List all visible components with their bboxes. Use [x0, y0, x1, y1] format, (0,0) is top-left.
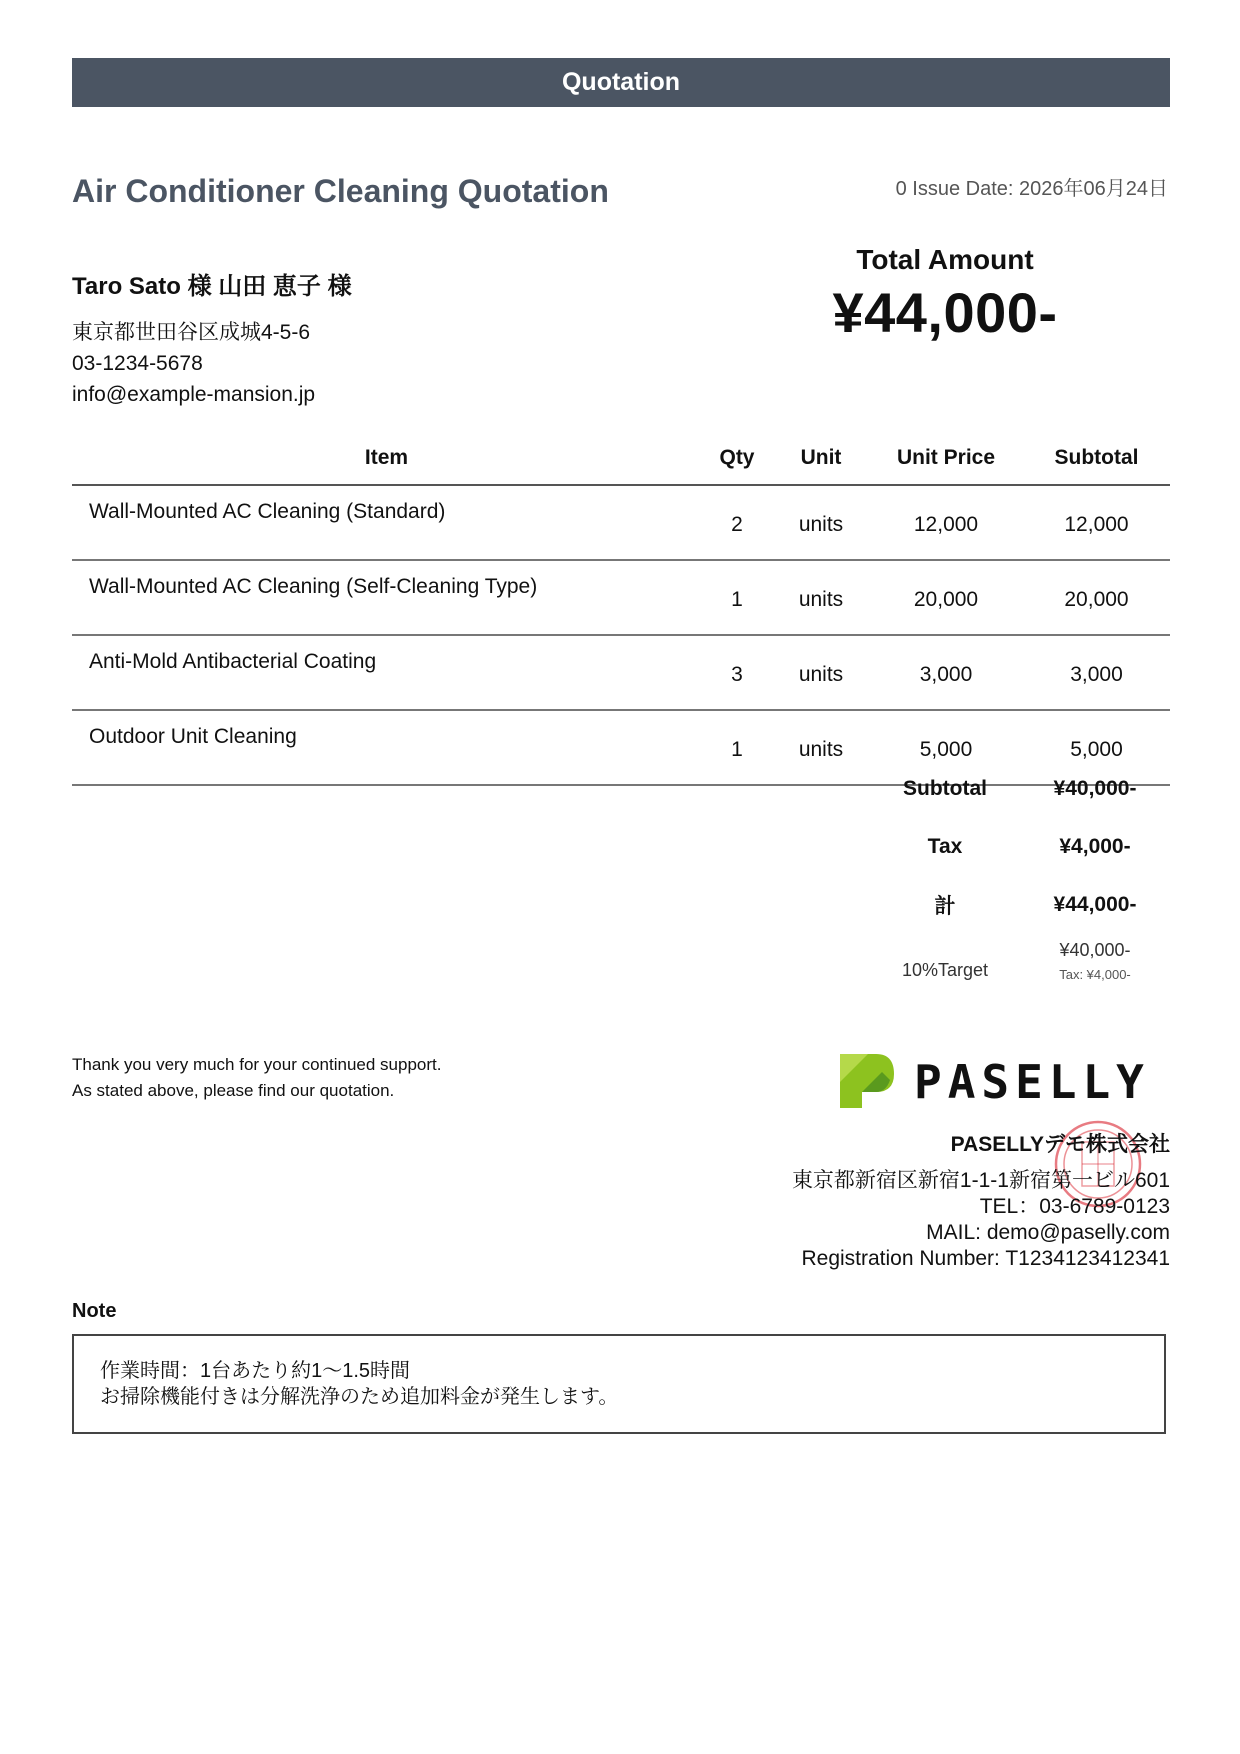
thanks-line-2: As stated above, please find our quotation. [72, 1081, 395, 1100]
total-amount-label: Total Amount [856, 244, 1034, 275]
row-unit: units [773, 635, 869, 710]
summary-tax-row [870, 818, 1170, 876]
tax-target-label: 10%Target [901, 960, 989, 980]
document-header-banner [72, 58, 1170, 107]
tax-target-tax: Tax: ¥4,000- [1059, 967, 1131, 982]
customer-block [72, 266, 352, 410]
company-info [792, 1128, 1170, 1272]
row-item: Wall-Mounted AC Cleaning (Self-Cleaning Type) [72, 560, 701, 635]
row-item: Outdoor Unit Cleaning [72, 710, 701, 785]
thanks-line-1: Thank you very much for your continued support. [72, 1055, 442, 1074]
company-logo [838, 1050, 1170, 1112]
document-title: Air Conditioner Cleaning Quotation [72, 173, 609, 209]
summary-total-value: ¥44,000- [1053, 893, 1137, 916]
row-unit-price: 12,000 [869, 485, 1023, 560]
note-line-1: 作業時間：1台あたり約1〜1.5時間 [100, 1360, 411, 1382]
summary-tax-label: Tax [927, 835, 963, 858]
row-qty: 3 [701, 635, 773, 710]
row-subtotal: 20,000 [1023, 560, 1170, 635]
row-unit-price: 5,000 [869, 710, 1023, 785]
row-subtotal: 5,000 [1023, 710, 1170, 785]
row-subtotal: 12,000 [1023, 485, 1170, 560]
company-mail: MAIL: demo@paselly.com [926, 1221, 1170, 1244]
row-qty: 1 [701, 710, 773, 785]
row-qty: 2 [701, 485, 773, 560]
line-items-table [72, 432, 1170, 786]
logo-wordmark: PASELLY [914, 1055, 1150, 1109]
issue-date: 0 Issue Date: 2026年06月24日 [895, 178, 1168, 200]
company-name: PASELLYデモ株式会社 [950, 1133, 1170, 1156]
table-header-row [72, 432, 1170, 485]
row-unit: units [773, 710, 869, 785]
note-label: Note [72, 1300, 117, 1322]
summary-subtotal-label: Subtotal [903, 777, 987, 800]
header-subtotal: Subtotal [1023, 432, 1170, 485]
total-amount-value: ¥44,000- [832, 281, 1058, 344]
totals-summary [870, 760, 1170, 982]
company-address: 東京都新宿区新宿1-1-1新宿第一ビル601 [791, 1169, 1170, 1192]
banner-title: Quotation [561, 68, 681, 96]
customer-address: 東京都世田谷区成城4-5-6 [72, 321, 311, 344]
header-qty: Qty [701, 432, 773, 485]
summary-subtotal-value: ¥40,000- [1053, 777, 1137, 800]
row-item: Anti-Mold Antibacterial Coating [72, 635, 701, 710]
thanks-message [72, 1052, 441, 1104]
header-unit-price: Unit Price [869, 432, 1023, 485]
customer-name: Taro Sato 様 山田 恵子 様 [72, 273, 352, 300]
row-item: Wall-Mounted AC Cleaning (Standard) [72, 485, 701, 560]
table-row [72, 560, 1170, 635]
table-row [72, 635, 1170, 710]
company-tel: TEL：03-6789-0123 [979, 1195, 1170, 1218]
note-box [72, 1334, 1166, 1434]
customer-phone: 03-1234-5678 [72, 352, 203, 375]
note-line-2: お掃除機能付きは分解洗浄のため追加料金が発生します。 [100, 1386, 619, 1408]
row-qty: 1 [701, 560, 773, 635]
tax-target-amount: ¥40,000- [1059, 940, 1131, 960]
summary-total-row [870, 876, 1170, 934]
header-unit: Unit [773, 432, 869, 485]
summary-subtotal-row [870, 760, 1170, 818]
table-row [72, 485, 1170, 560]
row-unit: units [773, 560, 869, 635]
total-amount-box [780, 244, 1110, 345]
header-item: Item [72, 432, 701, 485]
customer-email: info@example-mansion.jp [72, 383, 316, 406]
row-subtotal: 3,000 [1023, 635, 1170, 710]
tax-target-values [1020, 940, 1170, 982]
tax-breakdown-row [870, 940, 1170, 982]
company-registration: Registration Number: T1234123412341 [801, 1247, 1170, 1270]
summary-tax-value: ¥4,000- [1059, 835, 1131, 858]
summary-total-label: 計 [934, 895, 956, 918]
row-unit-price: 20,000 [869, 560, 1023, 635]
pasely-leaf-logo-icon [838, 1050, 1170, 1112]
row-unit-price: 3,000 [869, 635, 1023, 710]
row-unit: units [773, 485, 869, 560]
